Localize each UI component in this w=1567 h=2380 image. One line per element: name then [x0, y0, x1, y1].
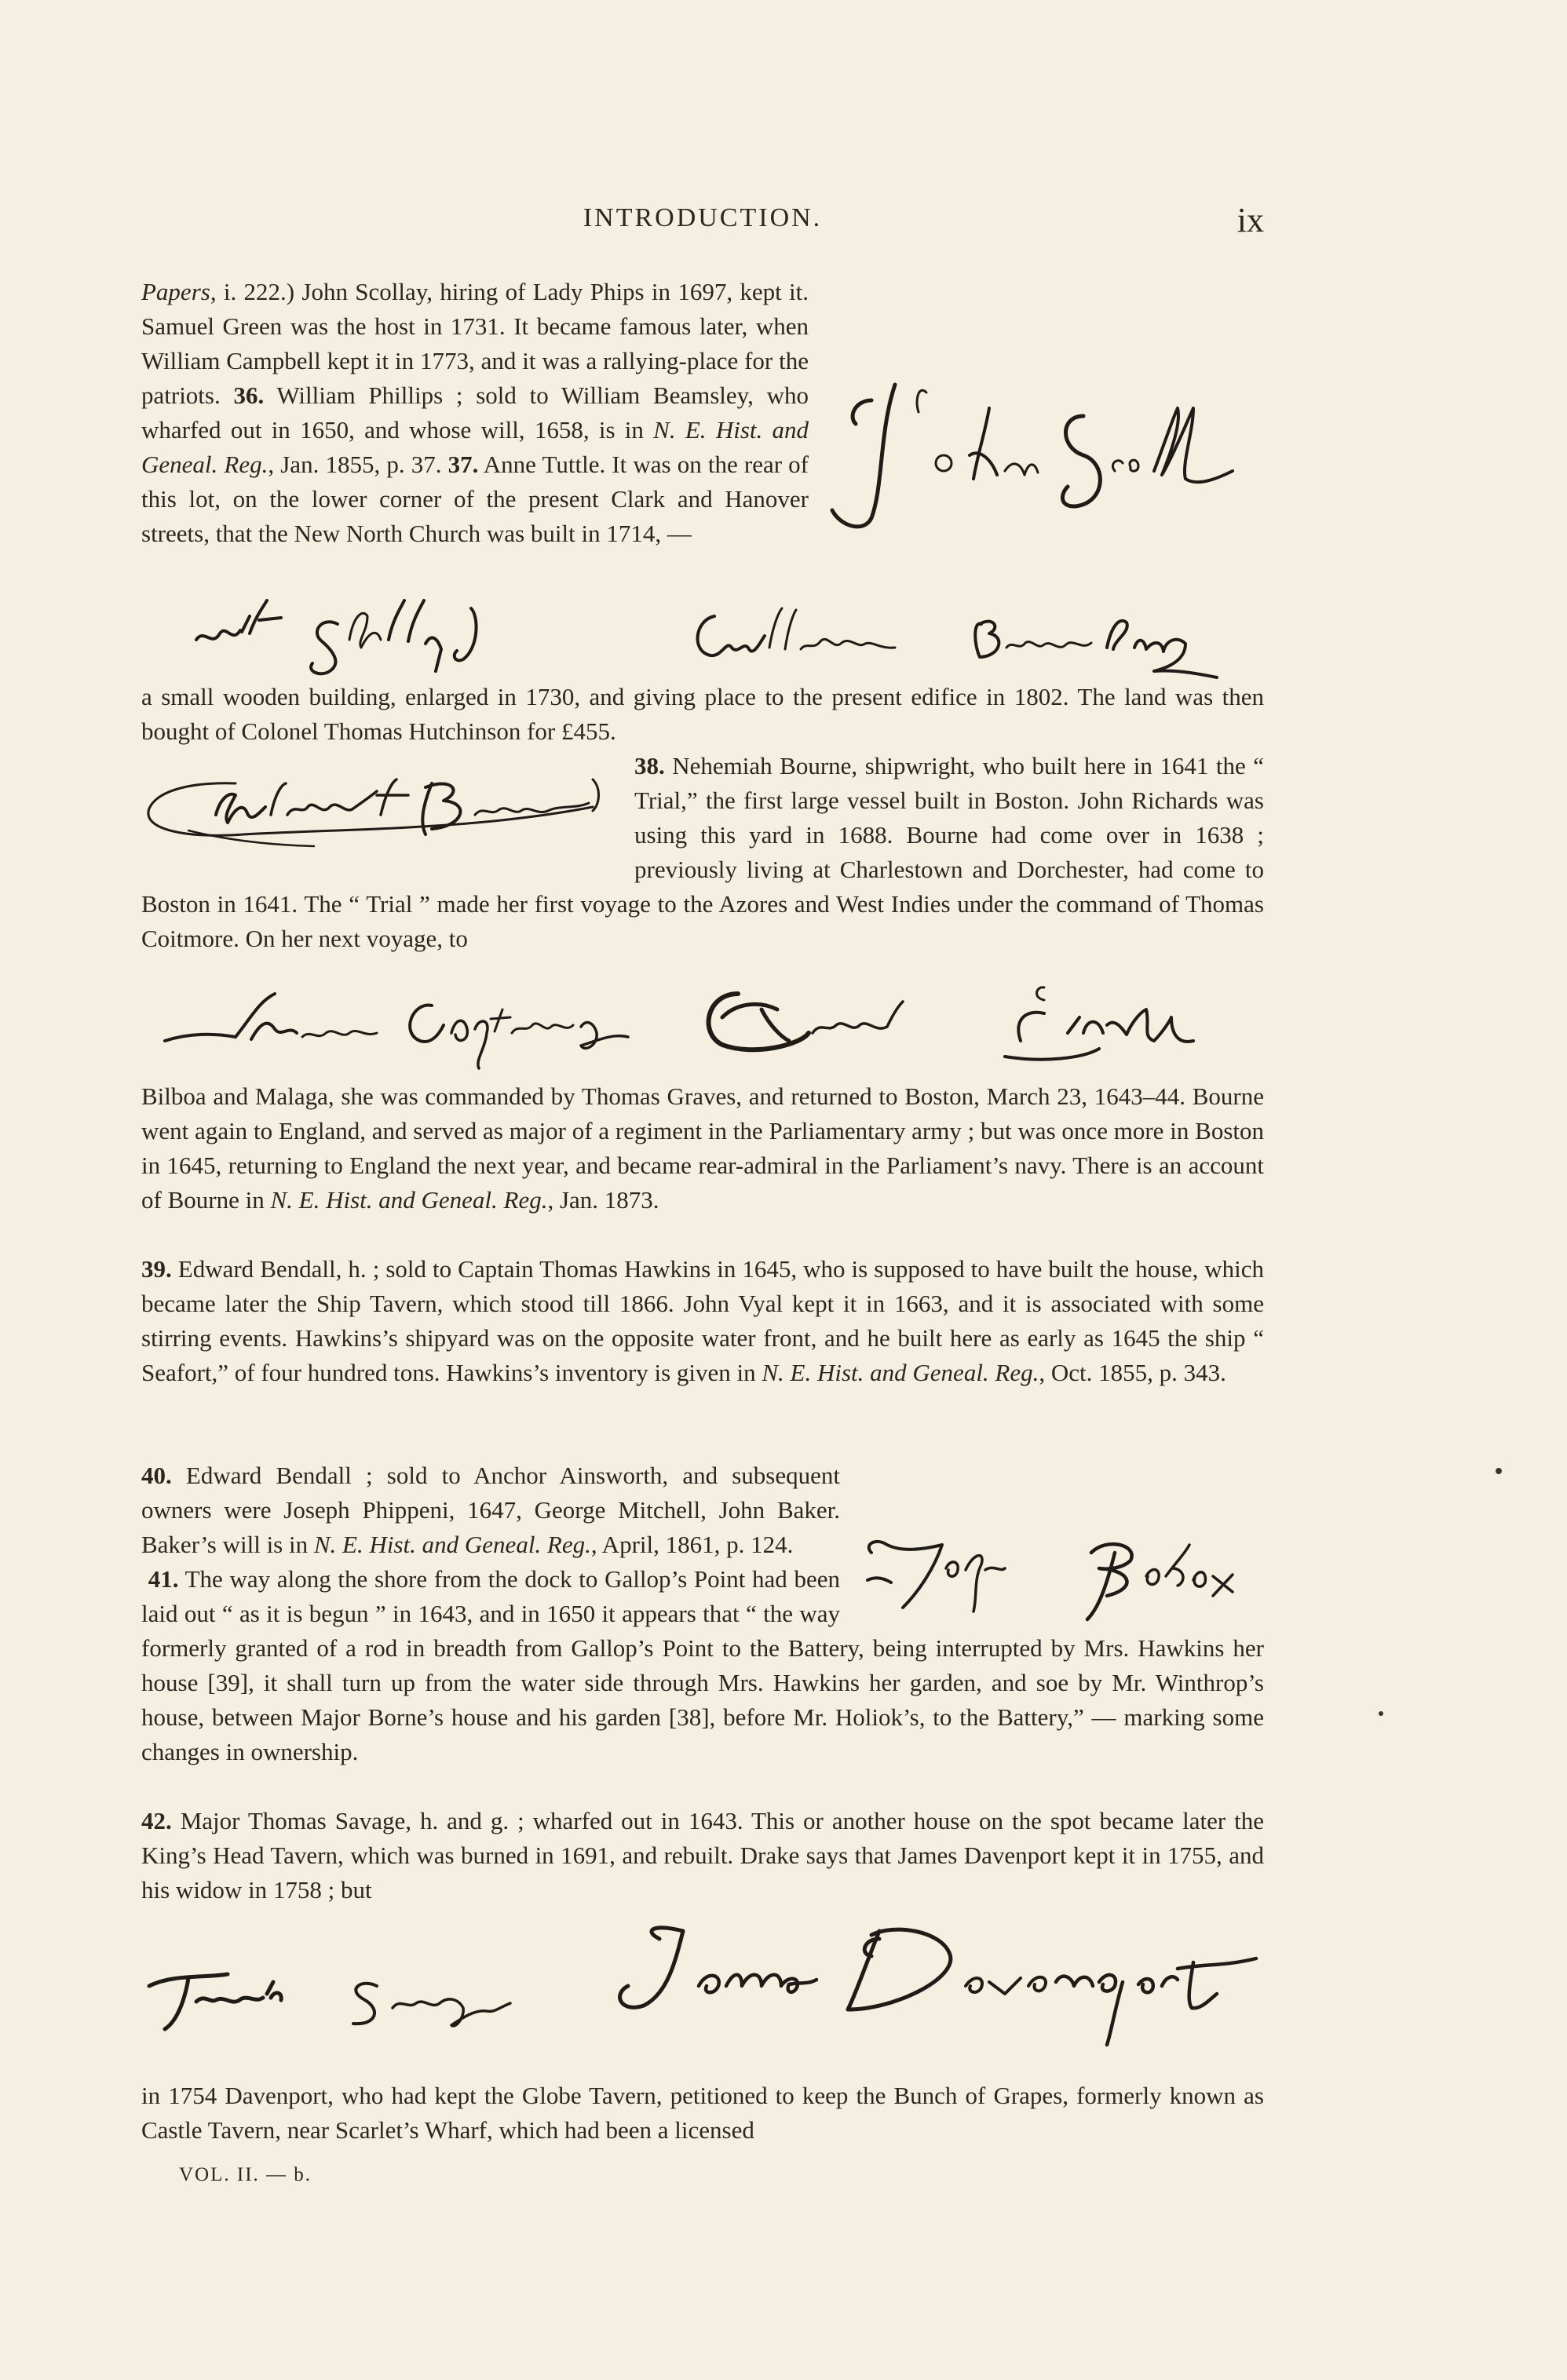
- paragraph-9: [141, 2079, 1264, 2148]
- text-run: The way along the shore from the dock to Gallop’s Point had been laid out “ as it is begun ” in 1643, and in 1650 it appears that “ the way formerly granted of a rod in breadth from Gallop’s Point to the Battery, being interrupted by Mrs. Hawkins her house [39], it shall turn up from the water side through Mrs. Hawkins her garden, and soe by Mr. Winthrop’s house, between Major Borne’s house and his garden [38], before Mr. Holiok’s, to the Battery,” — marking some changes in ownership.: [141, 1565, 1264, 1765]
- signature-william-beamsley: [683, 593, 1248, 683]
- signature-john-baker: [856, 1521, 1264, 1623]
- signature-row-3: [141, 1907, 1264, 2049]
- paragraph-6: [141, 1458, 1264, 1769]
- citation-italic: Papers: [141, 278, 210, 305]
- running-title: INTRODUCTION.: [583, 203, 823, 232]
- text-run: , April, 1861, p. 124.: [590, 1531, 794, 1558]
- lot-number: 39.: [141, 1255, 172, 1283]
- paragraph-1-text: [141, 278, 809, 547]
- paragraph-2: [141, 680, 1264, 749]
- running-header: [141, 200, 1264, 239]
- text-run: in 1754 Davenport, who had kept the Globe Tavern, petitioned to keep the Bunch of Grapes, formerly known as Castle Tavern, near Scarlet’s Wharf, which had been a licensed: [141, 2082, 1264, 2144]
- text-run: Nehemiah Bourne, shipwright, who built here in 1641 the “ Trial,” the first large vessel built in Boston. John Richards was using this yard in 1688. Bourne had come over in 1638 ; previously living at Charlestown and Dorchester, had come to Boston in 1641. The “ Trial ” made her first voyage to the Azores and West Indies under the command of Thomas Coitmore. On her next voyage, to: [141, 752, 1264, 952]
- lot-number: 38.: [634, 752, 665, 779]
- signature-john-scollay: [824, 369, 1264, 542]
- paragraph-2-text: [141, 683, 1264, 745]
- text-run: , Jan. 1873.: [547, 1186, 659, 1214]
- text-run: , Oct. 1855, p. 343.: [1039, 1359, 1226, 1386]
- text-run: , i. 222.) John Scollay, hiring of Lady Phips in 1697, kept it. Samuel Green was the host in 1731. It became famous later, when William Campbell kept it in 1773, and it was a rallying-place for the patriots.: [141, 278, 809, 409]
- page-speck: [1379, 1711, 1383, 1716]
- signature-nehemiah-bourne: [141, 760, 620, 860]
- signature-william-phillips: [181, 585, 636, 683]
- paragraph-6-text: [141, 1462, 840, 1558]
- paragraph-1: [141, 275, 1264, 551]
- paragraph-3: [141, 749, 1264, 956]
- signature-james-davenport: [597, 1907, 1288, 2053]
- paragraph-5: [141, 1252, 1264, 1390]
- lot-number: 37.: [447, 451, 479, 478]
- citation-italic: N. E. Hist. and Geneal. Reg.: [313, 1531, 591, 1558]
- paragraph-8-text: [141, 1807, 1264, 1904]
- paragraph-8: [141, 1804, 1264, 1907]
- text-run: Major Thomas Savage, h. and g. ; wharfed out in 1643. This or another house on the spot became later the King’s Head Tavern, which was burned in 1691, and rebuilt. Drake says that James Davenport kept it in 1755, and his widow in 1758 ; but: [141, 1807, 1264, 1904]
- text-run: William Phillips ; sold to William Beamsley, who wharfed out in 1650, and whose will, 1658, is in: [141, 381, 809, 444]
- lot-number: 40.: [141, 1462, 172, 1489]
- text-run: Anne Tuttle. It was on the rear of this lot, on the lower corner of the present Clark and Hanover streets, that the New North Church was built in 1714, —: [141, 451, 809, 547]
- signature-thomas-coytmore: [157, 970, 659, 1076]
- paragraph-4: [141, 1079, 1264, 1217]
- paragraph-4-text: [141, 1082, 1264, 1214]
- paragraph-9-text: [141, 2082, 1264, 2144]
- text-run: a small wooden building, enlarged in 1730, and giving place to the present edifice in 1802. The land was then bought of Colonel Thomas Hutchinson for £455.: [141, 683, 1264, 745]
- lot-number: 42.: [141, 1807, 172, 1834]
- signature-thomas-savage: [141, 1955, 581, 2045]
- citation-italic: N. E. Hist. and Geneal. Reg.: [270, 1186, 548, 1214]
- citation-italic: N. E. Hist. and Geneal. Reg.: [762, 1359, 1039, 1386]
- lot-number: 41.: [148, 1565, 179, 1593]
- signature-row-2: [141, 962, 1264, 1080]
- lot-number: 36.: [233, 381, 265, 409]
- signature-thomas-graves: [691, 970, 1256, 1076]
- text-run: Edward Bendall, h. ; sold to Captain Thomas Hawkins in 1645, who is supposed to have built the house, which became later the Ship Tavern, which stood till 1866. John Vyal kept it in 1663, and it is associated with some stirring events. Hawkins’s shipyard was on the opposite water front, and he built here as early as 1645 the ship “ Seafort,” of four hundred tons. Hawkins’s inventory is given in: [141, 1255, 1264, 1386]
- signature-mark: VOL. II. — b.: [179, 2164, 312, 2185]
- text-run: Bilboa and Malaga, she was commanded by Thomas Graves, and returned to Boston, March 23, 1643–44. Bourne went again to England, and served as major of a regiment in the Parliamentary army ; but was once more in Boston in 1645, returning to England the next year, and became rear-admiral in the Parliament’s navy. There is an account of Bourne in: [141, 1082, 1264, 1214]
- citation-italic: N. E. Hist. and Geneal. Reg.: [141, 416, 809, 478]
- page-number: ix: [1236, 201, 1264, 239]
- page-speck: [1496, 1468, 1502, 1474]
- signature-row-1: [141, 577, 1264, 687]
- text-run: , Jan. 1855, p. 37.: [268, 451, 448, 478]
- paragraph-5-text: [141, 1255, 1264, 1386]
- text-run: Edward Bendall ; sold to Anchor Ainsworth, and subsequent owners were Joseph Phippeni, 1647, George Mitchell, John Baker. Baker’s will is in: [141, 1462, 840, 1558]
